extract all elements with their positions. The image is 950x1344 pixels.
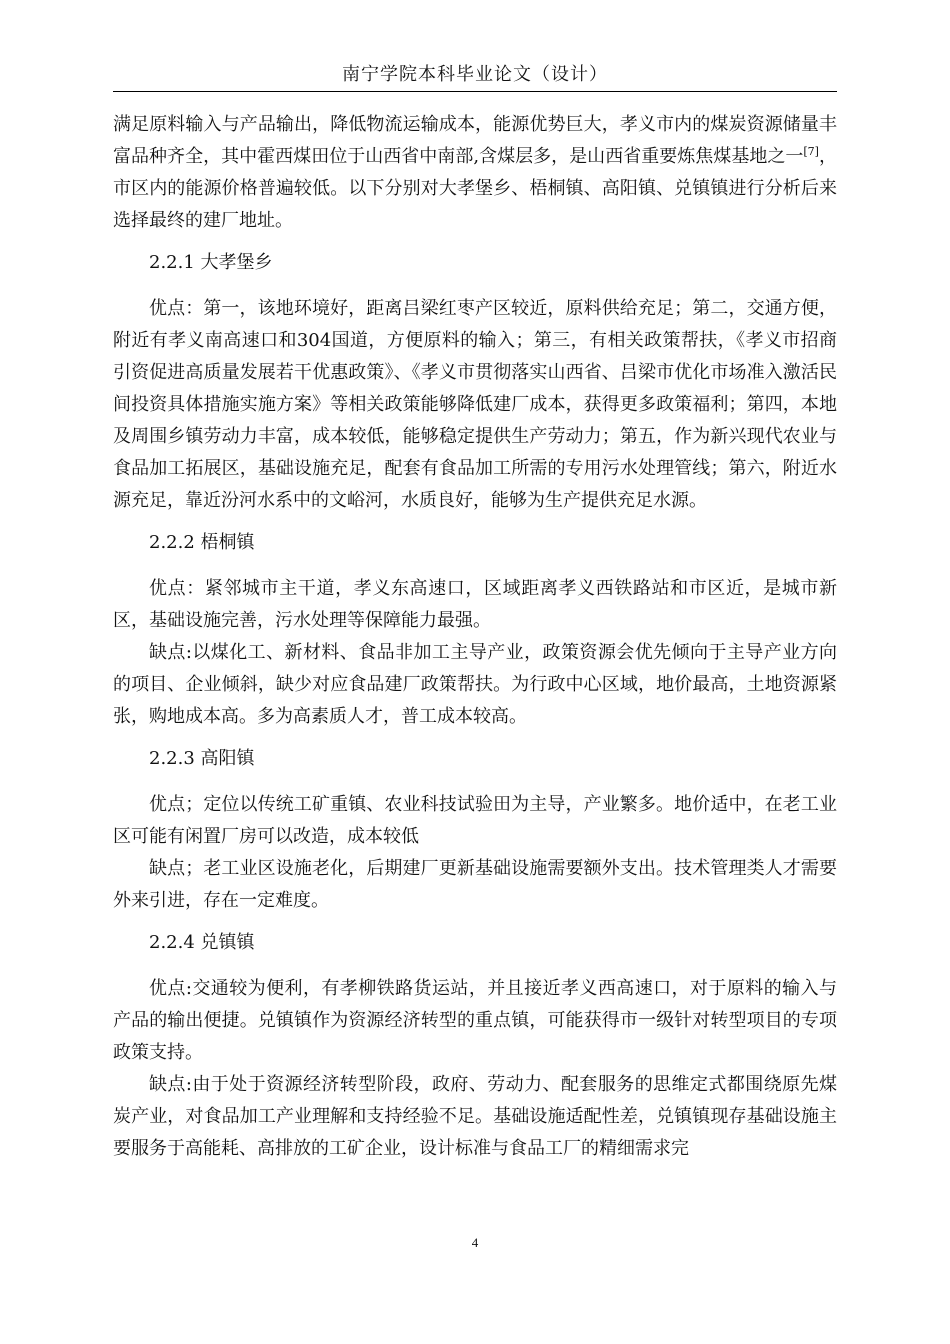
section-heading-2-2-2: 2.2.2 梧桐镇	[149, 532, 255, 553]
section-2-2-1-advantages: 优点：第一，该地环境好，距离吕梁红枣产区较近，原料供给充足；第二，交通方便，附近有孝义南高速口和304国道，方便原料的输入；第三，有相关政策帮扶，《孝义市招商引资促进高质量发展若干优惠政策》、《孝义市贯彻落实山西省、吕梁市优化市场准入激活民间投资具体措施实施方案》等相关政策能够降低建厂成本，获得更多政策福利；第四，本地及周围乡镇劳动力丰富，成本较低，能够稳定提供生产劳动力；第五，作为新兴现代农业与食品加工拓展区，基础设施充足，配套有食品加工所需的专用污水处理管线；第六，附近水源充足，靠近汾河水系中的文峪河，水质良好，能够为生产提供充足水源。	[113, 298, 837, 511]
citation-ref: [7]	[803, 145, 819, 158]
intro-paragraph	[113, 109, 837, 237]
page-header-title: 南宁学院本科毕业论文（设计）	[342, 64, 608, 85]
section-2-2-4-disadvantages: 缺点:由于处于资源经济转型阶段，政府、劳动力、配套服务的思维定式都围绕原先煤炭产业，对食品加工产业理解和支持经验不足。基础设施适配性差，兑镇镇现存基础设施主要服务于高能耗、高排放的工矿企业，设计标准与食品工厂的精细需求完	[113, 1074, 837, 1159]
section-2-2-3-advantages: 优点；定位以传统工矿重镇、农业科技试验田为主导，产业繁多。地价适中，在老工业区可能有闲置厂房可以改造，成本较低	[113, 794, 837, 847]
header-rule	[113, 91, 837, 92]
page-number: 4	[471, 1235, 479, 1250]
section-heading-2-2-1: 2.2.1 大孝堡乡	[149, 252, 273, 273]
intro-text-before-ref: 满足原料输入与产品输出，降低物流运输成本，能源优势巨大，孝义市内的煤炭资源储量丰富品种齐全，其中霍西煤田位于山西省中南部,含煤层多，是山西省重要炼焦煤基地之一	[113, 114, 837, 167]
intro-text-after-ref: ，市区内的能源价格普遍较低。以下分别对大孝堡乡、梧桐镇、高阳镇、兑镇镇进行分析后来选择最终的建厂地址。	[113, 146, 838, 231]
section-2-2-4-advantages: 优点:交通较为便利，有孝柳铁路货运站，并且接近孝义西高速口，对于原料的输入与产品的输出便捷。兑镇镇作为资源经济转型的重点镇，可能获得市一级针对转型项目的专项政策支持。	[113, 978, 837, 1063]
section-heading-2-2-3: 2.2.3 高阳镇	[149, 748, 255, 769]
body-content	[113, 109, 837, 1165]
section-heading-2-2-4: 2.2.4 兑镇镇	[149, 932, 255, 953]
section-2-2-3-disadvantages: 缺点；老工业区设施老化，后期建厂更新基础设施需要额外支出。技术管理类人才需要外来引进，存在一定难度。	[113, 858, 837, 911]
section-2-2-2-disadvantages: 缺点:以煤化工、新材料、食品非加工主导产业，政策资源会优先倾向于主导产业方向的项目、企业倾斜，缺少对应食品建厂政策帮扶。为行政中心区域，地价最高，土地资源紧张，购地成本高。多为高素质人才，普工成本较高。	[113, 642, 837, 727]
section-2-2-2-advantages: 优点：紧邻城市主干道，孝义东高速口，区域距离孝义西铁路站和市区近，是城市新区，基础设施完善，污水处理等保障能力最强。	[113, 578, 837, 631]
